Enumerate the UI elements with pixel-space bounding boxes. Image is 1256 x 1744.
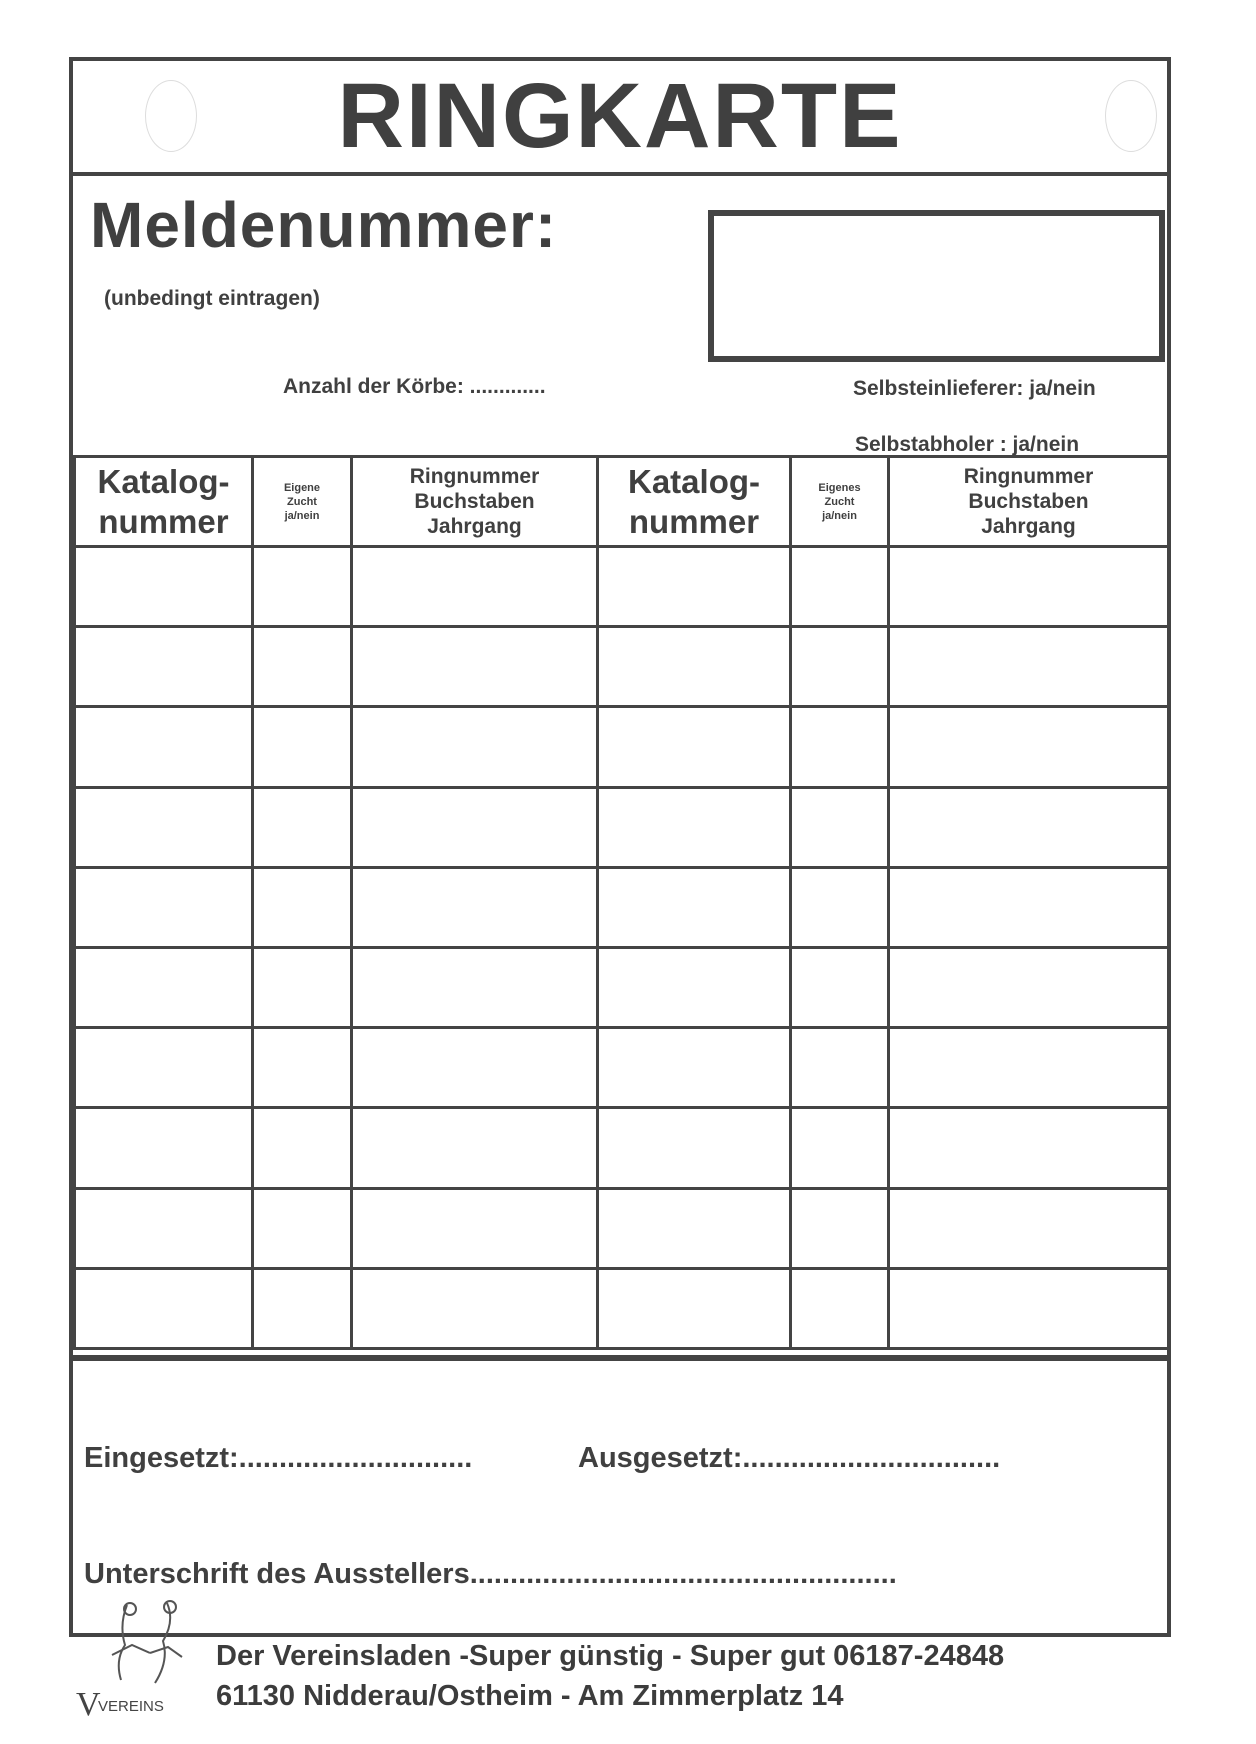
cell-eigene-zucht[interactable] <box>253 627 352 707</box>
cell-eigene-zucht[interactable] <box>253 787 352 867</box>
cell-eigene-zucht[interactable] <box>791 1028 889 1108</box>
cell-ringnummer[interactable] <box>352 1268 598 1348</box>
header-ringnummer-right: Ringnummer Buchstaben Jahrgang <box>889 457 1169 547</box>
cell-ringnummer[interactable] <box>889 1268 1169 1348</box>
cell-katalognummer[interactable] <box>75 787 253 867</box>
cell-katalognummer[interactable] <box>598 787 791 867</box>
meldenummer-field[interactable] <box>708 210 1165 362</box>
meldenummer-label: Meldenummer: <box>90 189 558 261</box>
footer-line-1: Der Vereinsladen -Super günstig - Super gut 06187-24848 <box>216 1640 1005 1672</box>
punch-hole-right-icon <box>1105 80 1157 152</box>
meldenummer-hint: (unbedingt eintragen) <box>104 287 320 310</box>
cell-eigene-zucht[interactable] <box>791 707 889 787</box>
cell-eigene-zucht[interactable] <box>791 787 889 867</box>
table-row <box>75 787 1169 867</box>
table-row <box>75 627 1169 707</box>
cell-eigene-zucht[interactable] <box>791 867 889 947</box>
table-row <box>75 947 1169 1027</box>
svg-text:VEREINS: VEREINS <box>98 1698 164 1715</box>
cell-eigene-zucht[interactable] <box>791 1188 889 1268</box>
cell-eigene-zucht[interactable] <box>791 947 889 1027</box>
header-eigene-zucht-right: Eigenes Zucht ja/nein <box>791 457 889 547</box>
table-row <box>75 1028 1169 1108</box>
cell-ringnummer[interactable] <box>352 1108 598 1188</box>
table-row <box>75 867 1169 947</box>
cell-katalognummer[interactable] <box>75 627 253 707</box>
cell-eigene-zucht[interactable] <box>253 547 352 627</box>
cell-katalognummer[interactable] <box>598 1268 791 1348</box>
cell-ringnummer[interactable] <box>889 1108 1169 1188</box>
title-band <box>73 61 1167 176</box>
table-row <box>75 547 1169 627</box>
cell-katalognummer[interactable] <box>75 1108 253 1188</box>
cell-ringnummer[interactable] <box>889 787 1169 867</box>
cell-eigene-zucht[interactable] <box>253 1268 352 1348</box>
header-katalognummer-right: Katalog- nummer <box>598 457 791 547</box>
punch-hole-left-icon <box>145 80 197 152</box>
cell-eigene-zucht[interactable] <box>253 1028 352 1108</box>
cell-katalognummer[interactable] <box>598 627 791 707</box>
header-ringnummer-left: Ringnummer Buchstaben Jahrgang <box>352 457 598 547</box>
table-row <box>75 1188 1169 1268</box>
cell-katalognummer[interactable] <box>598 947 791 1027</box>
signature-panel <box>73 1355 1167 1637</box>
table-row <box>75 707 1169 787</box>
cell-eigene-zucht[interactable] <box>253 1108 352 1188</box>
cell-eigene-zucht[interactable] <box>791 627 889 707</box>
header-katalognummer-left: Katalog- nummer <box>75 457 253 547</box>
cell-ringnummer[interactable] <box>352 1028 598 1108</box>
cell-katalognummer[interactable] <box>75 867 253 947</box>
cell-ringnummer[interactable] <box>889 1188 1169 1268</box>
anzahl-koerbe-field[interactable]: Anzahl der Körbe: ............. <box>283 375 546 398</box>
cell-katalognummer[interactable] <box>75 947 253 1027</box>
cell-eigene-zucht[interactable] <box>791 1108 889 1188</box>
cell-ringnummer[interactable] <box>352 867 598 947</box>
cell-eigene-zucht[interactable] <box>253 1188 352 1268</box>
cell-katalognummer[interactable] <box>598 707 791 787</box>
cell-katalognummer[interactable] <box>598 547 791 627</box>
selbsteinlieferer-field[interactable]: Selbsteinlieferer: ja/nein <box>853 377 1096 400</box>
cell-ringnummer[interactable] <box>889 867 1169 947</box>
header-eigene-zucht-left: Eigene Zucht ja/nein <box>253 457 352 547</box>
cell-katalognummer[interactable] <box>598 1188 791 1268</box>
cell-katalognummer[interactable] <box>75 707 253 787</box>
selbstabholer-field[interactable]: Selbstabholer : ja/nein <box>855 433 1080 456</box>
unterschrift-field[interactable]: Unterschrift des Ausstellers..................................................... <box>84 1558 897 1590</box>
cell-ringnummer[interactable] <box>352 627 598 707</box>
cell-ringnummer[interactable] <box>352 947 598 1027</box>
cell-eigene-zucht[interactable] <box>791 1268 889 1348</box>
card-title: RINGKARTE <box>337 65 903 167</box>
ring-table <box>73 455 1170 1350</box>
cell-ringnummer[interactable] <box>889 547 1169 627</box>
svg-text:V: V <box>76 1686 101 1723</box>
cell-ringnummer[interactable] <box>352 1188 598 1268</box>
table-row <box>75 1108 1169 1188</box>
cell-katalognummer[interactable] <box>598 1108 791 1188</box>
cell-eigene-zucht[interactable] <box>253 947 352 1027</box>
cell-ringnummer[interactable] <box>352 547 598 627</box>
cell-ringnummer[interactable] <box>889 627 1169 707</box>
cell-ringnummer[interactable] <box>889 1028 1169 1108</box>
cell-ringnummer[interactable] <box>889 707 1169 787</box>
cell-katalognummer[interactable] <box>598 867 791 947</box>
cell-katalognummer[interactable] <box>75 1188 253 1268</box>
cell-ringnummer[interactable] <box>889 947 1169 1027</box>
cell-katalognummer[interactable] <box>75 547 253 627</box>
cell-ringnummer[interactable] <box>352 787 598 867</box>
cell-eigene-zucht[interactable] <box>253 707 352 787</box>
cell-katalognummer[interactable] <box>75 1268 253 1348</box>
cell-eigene-zucht[interactable] <box>791 547 889 627</box>
cell-katalognummer[interactable] <box>598 1028 791 1108</box>
vereinsladen-logo <box>72 1595 202 1735</box>
footer-line-2: 61130 Nidderau/Ostheim - Am Zimmerplatz 14 <box>216 1680 844 1712</box>
cell-eigene-zucht[interactable] <box>253 867 352 947</box>
cell-ringnummer[interactable] <box>352 707 598 787</box>
eingesetzt-field[interactable]: Eingesetzt:............................. <box>84 1442 473 1474</box>
table-header-row <box>75 457 1169 547</box>
table-row <box>75 1268 1169 1348</box>
ausgesetzt-field[interactable]: Ausgesetzt:................................ <box>578 1442 1001 1474</box>
cell-katalognummer[interactable] <box>75 1028 253 1108</box>
